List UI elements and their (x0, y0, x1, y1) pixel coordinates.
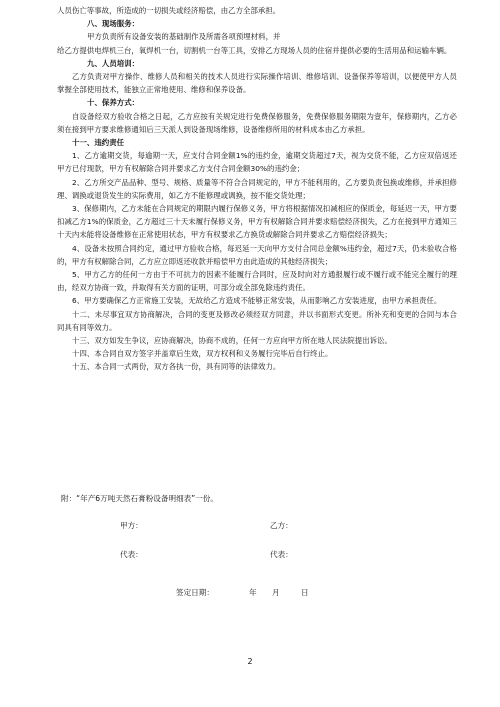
page-number: 2 (247, 657, 253, 666)
rep-a-label: 代表： (120, 550, 143, 559)
date-month: 月 (272, 588, 280, 597)
signing-date-label: 签定日期： (176, 588, 214, 597)
paragraph: 给乙方提供电焊机三台，氧焊机一台，切割机一台等工具，安排乙方现场人员的住宿并提供必要的生活用品和运输车辆。 (57, 45, 452, 55)
contract-body (57, 4, 457, 374)
paragraph: 乙方负责对甲方操作、维修人员和相关的技术人员进行实际操作培训、维修培训、设备保养等培训，以便使甲方人员掌握全部使用技术，能独立正常地使用、维修和保养设备。 (57, 72, 457, 95)
attachment-note: 附：“年产6万吨天然石膏粉设备明细表”一份。 (61, 494, 218, 503)
paragraph: 十三、双方如发生争议，应协商解决，协商不成的，任何一方应向甲方所在地人民法院提出诉讼。 (72, 336, 392, 346)
section-heading: 十一、违约责任 (72, 138, 125, 148)
section-heading: 八、现场服务： (87, 19, 140, 29)
paragraph: 人员伤亡等事故，所造成的一切损失或经济赔偿，由乙方全部承担。 (57, 6, 281, 15)
paragraph: 6、甲方要确保乙方正常施工安装，无故给乙方造成不能够正常安装，从而影响乙方安装进度，由甲方承担责任。 (72, 296, 442, 306)
paragraph: 5、甲方乙方的任何一方由于不可抗力的因素不能履行合同时，应及时向对方通报履行或不履行或不能完全履行的理由，经双方协商一致，并取得有关方面的证明，可部分或全部免除违约责任。 (57, 270, 457, 293)
section-heading: 九、人员培训： (87, 58, 140, 68)
date-year: 年 (249, 588, 257, 597)
paragraph: 十四、本合同自双方签字并盖章后生效，双方权利和义务履行完毕后自行终止。 (72, 349, 333, 359)
paragraph: 甲方负责所有设备安装的基础制作及所需各项预埋材料，并 (87, 32, 281, 42)
date-day: 日 (301, 588, 309, 597)
paragraph: 自设备经双方验收合格之日起，乙方应按有关规定进行免费保修服务，免费保修服务期限为壹年，保修期内，乙方必须在接到甲方要求维修通知后三天派人到设备现场维修，设备维修所用的材料成本由乙方承担。 (57, 111, 457, 134)
paragraph: 十五、本合同一式两份，双方各执一份，具有同等的法律效力。 (72, 362, 281, 372)
paragraph: 十二、未尽事宜双方协商解决，合同的变更及修改必须经双方同意，并以书面形式变更。所补充和变更的合同与本合同具有同等效力。 (57, 309, 457, 332)
rep-b-label: 代表： (270, 550, 293, 559)
paragraph: 1、乙方逾期交货，每逾期一天，应支付合同金额1%的违约金，逾期交货超过7天，视为交货不能，乙方应双倍返还甲方已付现款，甲方有权解除合同并要求乙方支付合同金额30%的违约金； (57, 151, 457, 174)
paragraph: 3、保修期内，乙方未能在合同规定的期限内履行保修义务，甲方将根据情况扣减相应的保质金，每延迟一天，甲方要扣减乙方1%的保质金，乙方超过三十天未履行保修义务，甲方有权解除合同并要求赔偿经济损失，乙方在接到甲方通知三十天内未能将设备维修在正常使用状态，甲方有权要求乙方换货或解除合同并要求乙方赔偿经济损失； (57, 204, 457, 240)
paragraph: 4、设备未按照合同约定，通过甲方验收合格，每迟延一天向甲方支付合同总金额%违约金，超过7天，仍未验收合格的，甲方有权解除合同，乙方应立即返还收款并赔偿甲方由此造成的其他经济损失； (57, 243, 457, 266)
party-b-label: 乙方： (270, 521, 293, 530)
paragraph: 2、乙方所交产品品种、型号、规格、质量等不符合合同规定的，甲方不能利用的，乙方要负责包换或维修，并承担修理、调换或退货发生的实际费用，如乙方不能修理或调换，按不能交货处理； (57, 177, 457, 200)
section-heading: 十、保养方式： (87, 98, 140, 108)
party-a-label: 甲方： (120, 521, 143, 530)
